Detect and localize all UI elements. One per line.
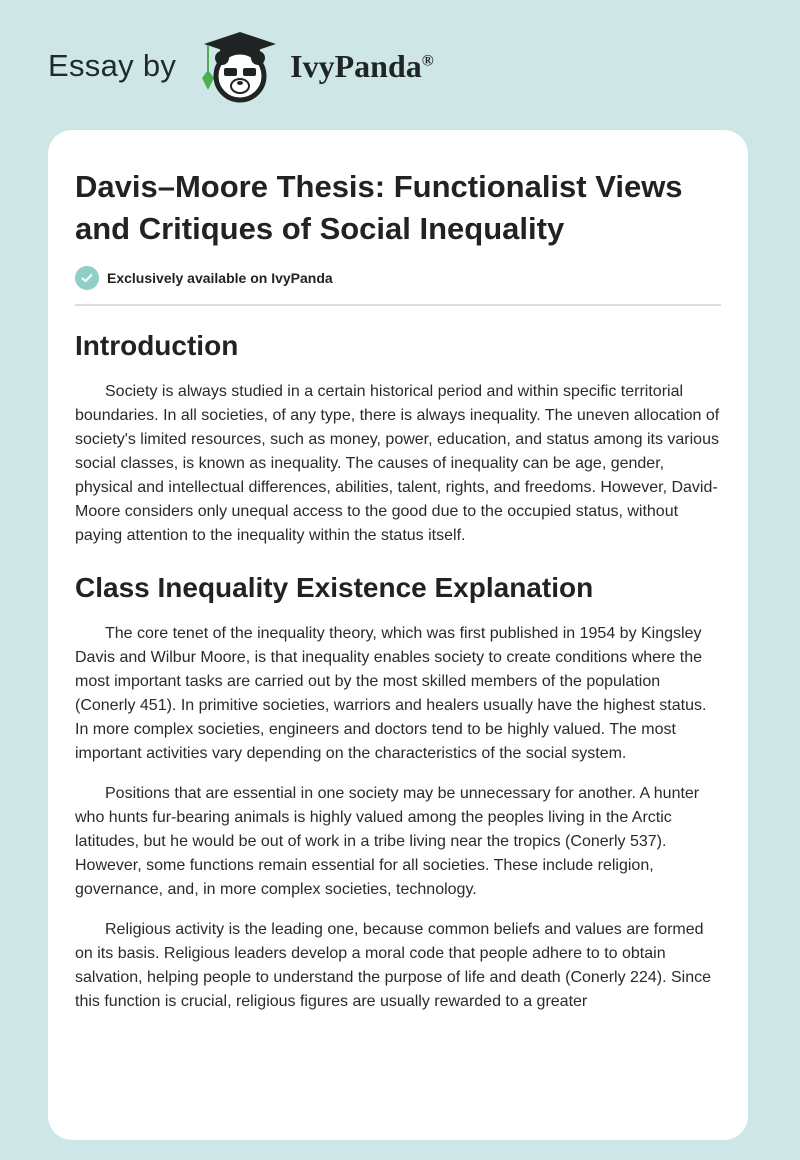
brand-header[interactable] (48, 36, 434, 96)
brand-name: IvyPanda® (290, 47, 434, 84)
check-icon (75, 266, 99, 290)
paragraph: Religious activity is the leading one, because common beliefs and values are formed on its basis. Religious leaders develop a moral code that people adhere to to obtain salvation, helping people to understand the purpose of life and death (Conerly 224). Since this function is crucial, religious figures are usually rewarded to a greater (75, 921, 711, 1010)
exclusive-text: Exclusively available on IvyPanda (107, 270, 333, 286)
brand-prefix: Essay by (48, 48, 177, 83)
section-heading: Class Inequality Existence Explanation (75, 572, 594, 603)
essay-card (48, 130, 748, 1140)
exclusive-badge (75, 266, 721, 306)
paragraph: Positions that are essential in one society may be unnecessary for another. A hunter who hunts fur-bearing animals is highly valued among the peoples living in the Arctic latitudes, but he would be out of work in a tribe living near the tropics (Conerly 537). However, some functions remain essential for all societies. These include religion, governance, and, in more complex societies, technology. (75, 785, 700, 898)
paragraph: The core tenet of the inequality theory, which was first published in 1954 by Kingsley Davis and Wilbur Moore, is that inequality enables society to create conditions where the most important tasks are carried out by the most skilled members of the population (Conerly 451). In primitive societies, warriors and healers usually have the highest status. In more complex societies, engineers and doctors tend to be highly valued. The most important activities vary depending on the characteristics of the social system. (75, 625, 707, 762)
section-heading: Introduction (75, 330, 239, 361)
essay-title: Davis–Moore Thesis: Functionalist Views and Critiques of Social Inequality (75, 169, 683, 246)
panda-logo-icon (194, 26, 284, 106)
paragraph: Society is always studied in a certain historical period and within specific territorial boundaries. In all societies, of any type, there is always inequality. The uneven allocation of society's limited resources, such as money, power, education, and status among its various social classes, is known as inequality. The causes of inequality can be age, gender, physical and intellectual differences, abilities, talent, rights, and freedoms. However, David-Moore considers only unequal access to the good due to the occupied status, without paying attention to the inequality within the status itself. (75, 383, 720, 544)
